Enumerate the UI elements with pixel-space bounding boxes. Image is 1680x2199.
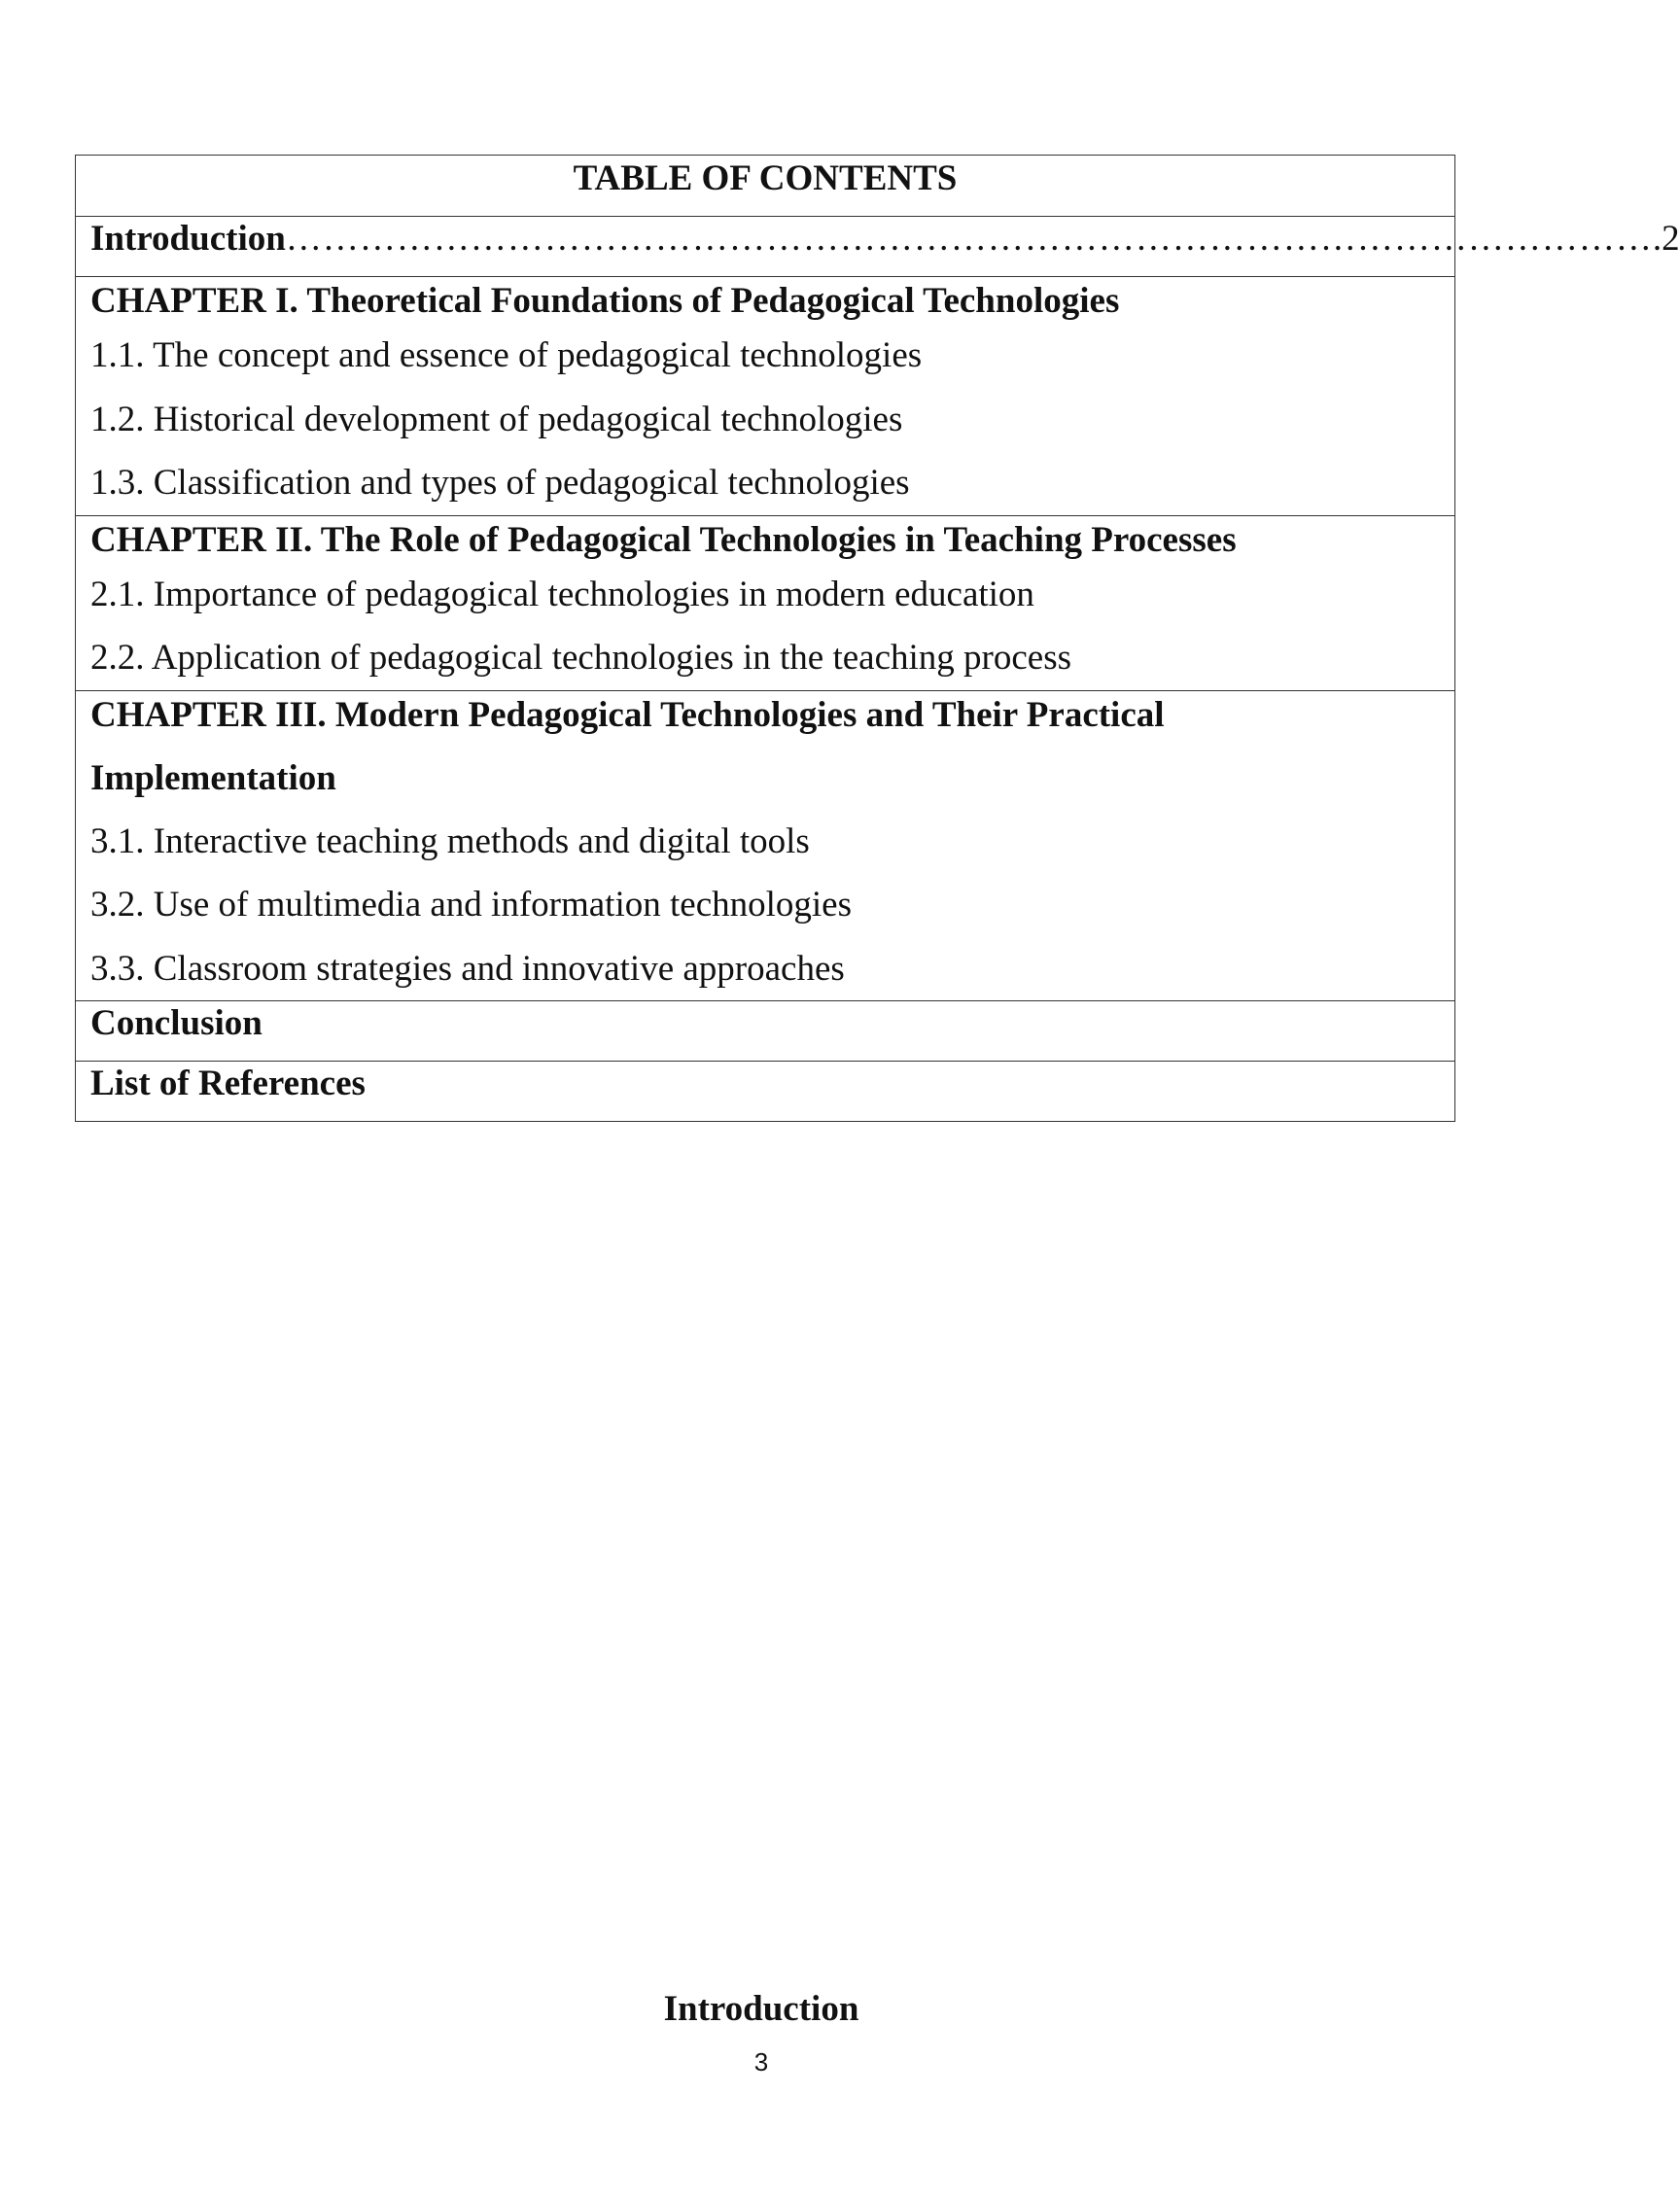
chapter-2-heading: CHAPTER II. The Role of Pedagogical Technologies in Teaching Processes — [90, 519, 1237, 560]
toc-chapter-3-row — [76, 690, 1455, 1001]
section-3-3: 3.3. Classroom strategies and innovative approaches — [90, 948, 845, 989]
toc-conclusion-row — [76, 1001, 1455, 1062]
toc-title: TABLE OF CONTENTS — [76, 156, 1455, 217]
toc-chapter-1-cell — [76, 277, 1455, 516]
toc-title-row — [76, 156, 1455, 217]
chapter-3-heading: CHAPTER III. Modern Pedagogical Technologies and Their Practical Implementation — [90, 694, 1165, 798]
chapter-1-heading: CHAPTER I. Theoretical Foundations of Pedagogical Technologies — [90, 281, 1120, 321]
toc-introduction-label: Introduction — [90, 219, 286, 259]
toc-references: List of References — [76, 1062, 1455, 1122]
toc-dot-leader: ………………………………………………………………………………………………… — [285, 219, 1653, 259]
toc-chapter-2-cell — [76, 515, 1455, 690]
toc-references-row — [76, 1062, 1455, 1122]
toc-introduction-cell — [76, 217, 1680, 277]
section-2-1: 2.1. Importance of pedagogical technologies in modern education — [90, 574, 1034, 614]
page-number: 3 — [753, 2047, 769, 2077]
section-1-1: 1.1. The concept and essence of pedagogical technologies — [90, 335, 923, 375]
section-3-2: 3.2. Use of multimedia and information technologies — [90, 885, 852, 925]
section-3-1: 3.1. Interactive teaching methods and digital tools — [90, 820, 810, 861]
toc-chapter-3-cell — [76, 690, 1455, 1001]
toc-introduction-page: .2 — [1652, 219, 1680, 259]
toc-introduction-row — [76, 217, 1455, 277]
toc-introduction-entry — [90, 217, 1680, 262]
toc-chapter-2-row — [76, 515, 1455, 690]
toc-conclusion: Conclusion — [76, 1001, 1455, 1062]
toc-chapter-1-row — [76, 277, 1455, 516]
section-1-2: 1.2. Historical development of pedagogical technologies — [90, 399, 903, 439]
section-1-3: 1.3. Classification and types of pedagogical technologies — [90, 463, 910, 503]
introduction-heading: Introduction — [663, 1989, 859, 2029]
section-2-2: 2.2. Application of pedagogical technologies in the teaching process — [90, 638, 1071, 678]
table-of-contents — [75, 155, 1680, 1122]
